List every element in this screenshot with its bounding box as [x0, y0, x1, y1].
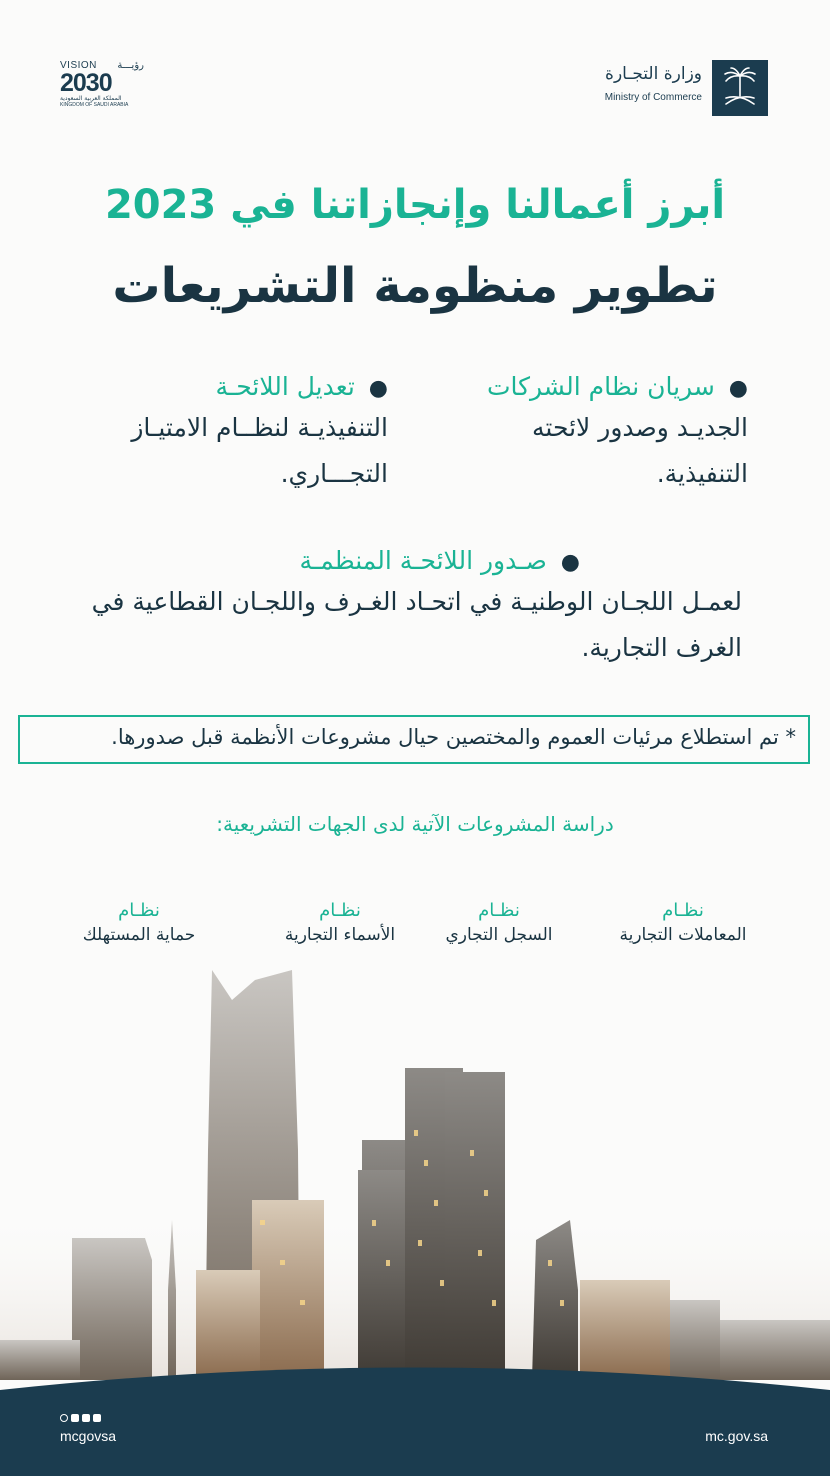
social-handle: mcgovsa [60, 1428, 117, 1444]
bullet-dot-icon: ● [368, 376, 388, 401]
palm-swords-emblem-icon [712, 60, 768, 116]
vision-2030-logo [60, 60, 144, 120]
bullet-text: لعمـل اللجـان الوطنيـة في اتحـاد الغـرف واللجـان القطاعية في الغرف التجارية. [91, 587, 742, 662]
bullet-companies-law [388, 372, 748, 497]
bullet-text: التنفيذيـة لنظــام الامتيـاز التجـــاري. [131, 413, 388, 488]
bullet-heading: صـدور اللائحـة المنظمـة [299, 546, 547, 575]
bullet-dot-icon: ● [560, 550, 580, 575]
system-consumer-protection [54, 900, 224, 945]
vision-country-ar: المملكة العربية السعودية [60, 95, 122, 102]
instagram-icon [60, 1414, 68, 1422]
facebook-icon [82, 1414, 90, 1422]
bullet-franchise-regulation [68, 372, 388, 497]
website-url: mc.gov.sa [705, 1428, 768, 1444]
vision-label-ar: رؤيـــة [117, 60, 144, 71]
ministry-logo [538, 60, 768, 118]
ministry-name-ar: وزارة التجـارة [605, 64, 702, 84]
city-skyline-illustration [0, 960, 830, 1476]
system-label: نظـام [478, 900, 520, 921]
system-trade-names [255, 900, 425, 945]
social-icons [60, 1414, 101, 1422]
bullet-heading: تعديل اللائحـة [215, 372, 355, 401]
vision-label-en: VISION [60, 60, 97, 71]
system-name: السجل التجاري [445, 925, 553, 945]
system-name: حماية المستهلك [82, 925, 196, 945]
system-name: الأسماء التجارية [284, 925, 396, 945]
youtube-icon [93, 1414, 101, 1422]
system-label: نظـام [118, 900, 160, 921]
bullet-dot-icon: ● [728, 376, 748, 401]
vision-year: 2030 [60, 69, 112, 97]
system-label: نظـام [319, 900, 361, 921]
x-icon [71, 1414, 79, 1422]
consultation-note: * تم استطلاع مرئيات العموم والمختصين حيال مشروعات الأنظمة قبل صدورها. [18, 715, 810, 764]
system-commercial-register [414, 900, 584, 945]
ministry-name-en: Ministry of Commerce [604, 92, 702, 103]
page-title: أبرز أعمالنا وإنجازاتنا في 2023 [104, 182, 726, 228]
system-name: المعاملات التجارية [619, 925, 747, 945]
bullet-heading: سريان نظام الشركات [486, 372, 715, 401]
bullet-text: الجديـد وصدور لائحته التنفيذية. [532, 413, 748, 488]
vision-country-en: KINGDOM OF SAUDI ARABIA [60, 102, 129, 108]
system-label: نظـام [662, 900, 704, 921]
page-subtitle: تطوير منظومة التشريعات [112, 258, 718, 314]
system-commercial-transactions [598, 900, 768, 945]
bullet-committees-regulation [82, 546, 742, 671]
study-title: دراسة المشروعات الآتية لدى الجهات التشريعية: [216, 812, 614, 836]
